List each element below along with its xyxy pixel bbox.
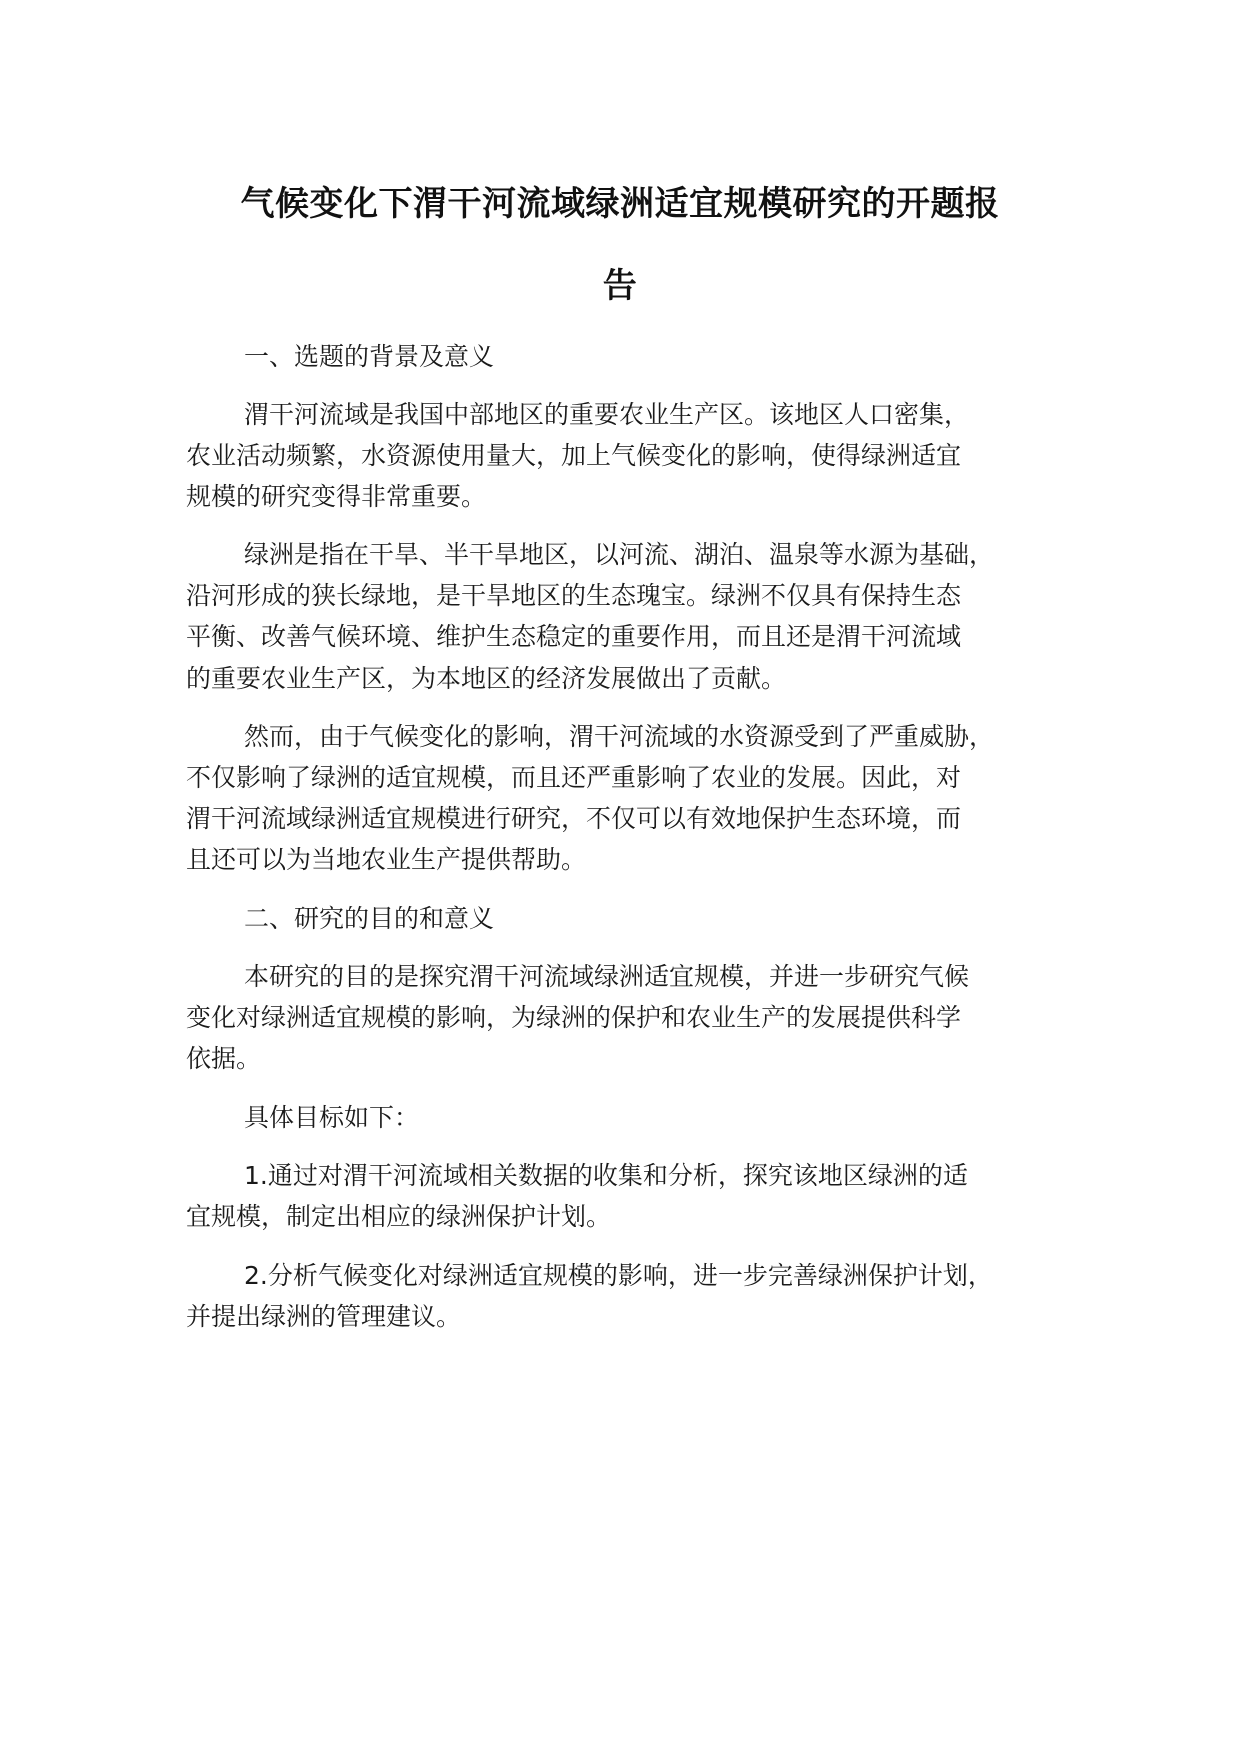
paragraph-line: 不仅影响了绿洲的适宜规模，而且还严重影响了农业的发展。因此，对 bbox=[186, 763, 962, 792]
section-heading-background: 一、选题的背景及意义 bbox=[244, 342, 495, 371]
document-title-line-1: 气候变化下渭干河流域绿洲适宜规模研究的开题报 bbox=[240, 184, 1000, 224]
paragraph-line: 的重要农业生产区，为本地区的经济发展做出了贡献。 bbox=[186, 664, 787, 693]
document-title-line-2: 告 bbox=[602, 266, 638, 306]
paragraph-line: 具体目标如下： bbox=[244, 1103, 420, 1132]
list-item-line: 2.分析气候变化对绿洲适宜规模的影响，进一步完善绿洲保护计划， bbox=[244, 1261, 993, 1290]
paragraph-line: 依据。 bbox=[186, 1044, 262, 1073]
paragraph-line: 变化对绿洲适宜规模的影响，为绿洲的保护和农业生产的发展提供科学 bbox=[186, 1003, 962, 1032]
paragraph-line: 然而，由于气候变化的影响，渭干河流域的水资源受到了严重威胁， bbox=[244, 722, 995, 751]
paragraph-line: 且还可以为当地农业生产提供帮助。 bbox=[186, 845, 587, 874]
paragraph-line: 沿河形成的狭长绿地，是干旱地区的生态瑰宝。绿洲不仅具有保持生态 bbox=[186, 581, 962, 610]
paragraph-line: 规模的研究变得非常重要。 bbox=[186, 482, 487, 511]
paragraph-line: 农业活动频繁，水资源使用量大，加上气候变化的影响，使得绿洲适宜 bbox=[186, 441, 962, 470]
paragraph-line: 渭干河流域是我国中部地区的重要农业生产区。该地区人口密集， bbox=[244, 400, 970, 429]
paragraph-line: 平衡、改善气候环境、维护生态稳定的重要作用，而且还是渭干河流域 bbox=[186, 622, 962, 651]
section-heading-purpose: 二、研究的目的和意义 bbox=[244, 904, 495, 933]
list-item-line: 宜规模，制定出相应的绿洲保护计划。 bbox=[186, 1202, 612, 1231]
list-item-line: 并提出绿洲的管理建议。 bbox=[186, 1302, 462, 1331]
paragraph-line: 渭干河流域绿洲适宜规模进行研究，不仅可以有效地保护生态环境，而 bbox=[186, 804, 962, 833]
paragraph-line: 本研究的目的是探究渭干河流域绿洲适宜规模，并进一步研究气候 bbox=[244, 962, 970, 991]
list-item-line: 1.通过对渭干河流域相关数据的收集和分析，探究该地区绿洲的适 bbox=[244, 1161, 968, 1190]
paragraph-line: 绿洲是指在干旱、半干旱地区，以河流、湖泊、温泉等水源为基础， bbox=[244, 540, 995, 569]
